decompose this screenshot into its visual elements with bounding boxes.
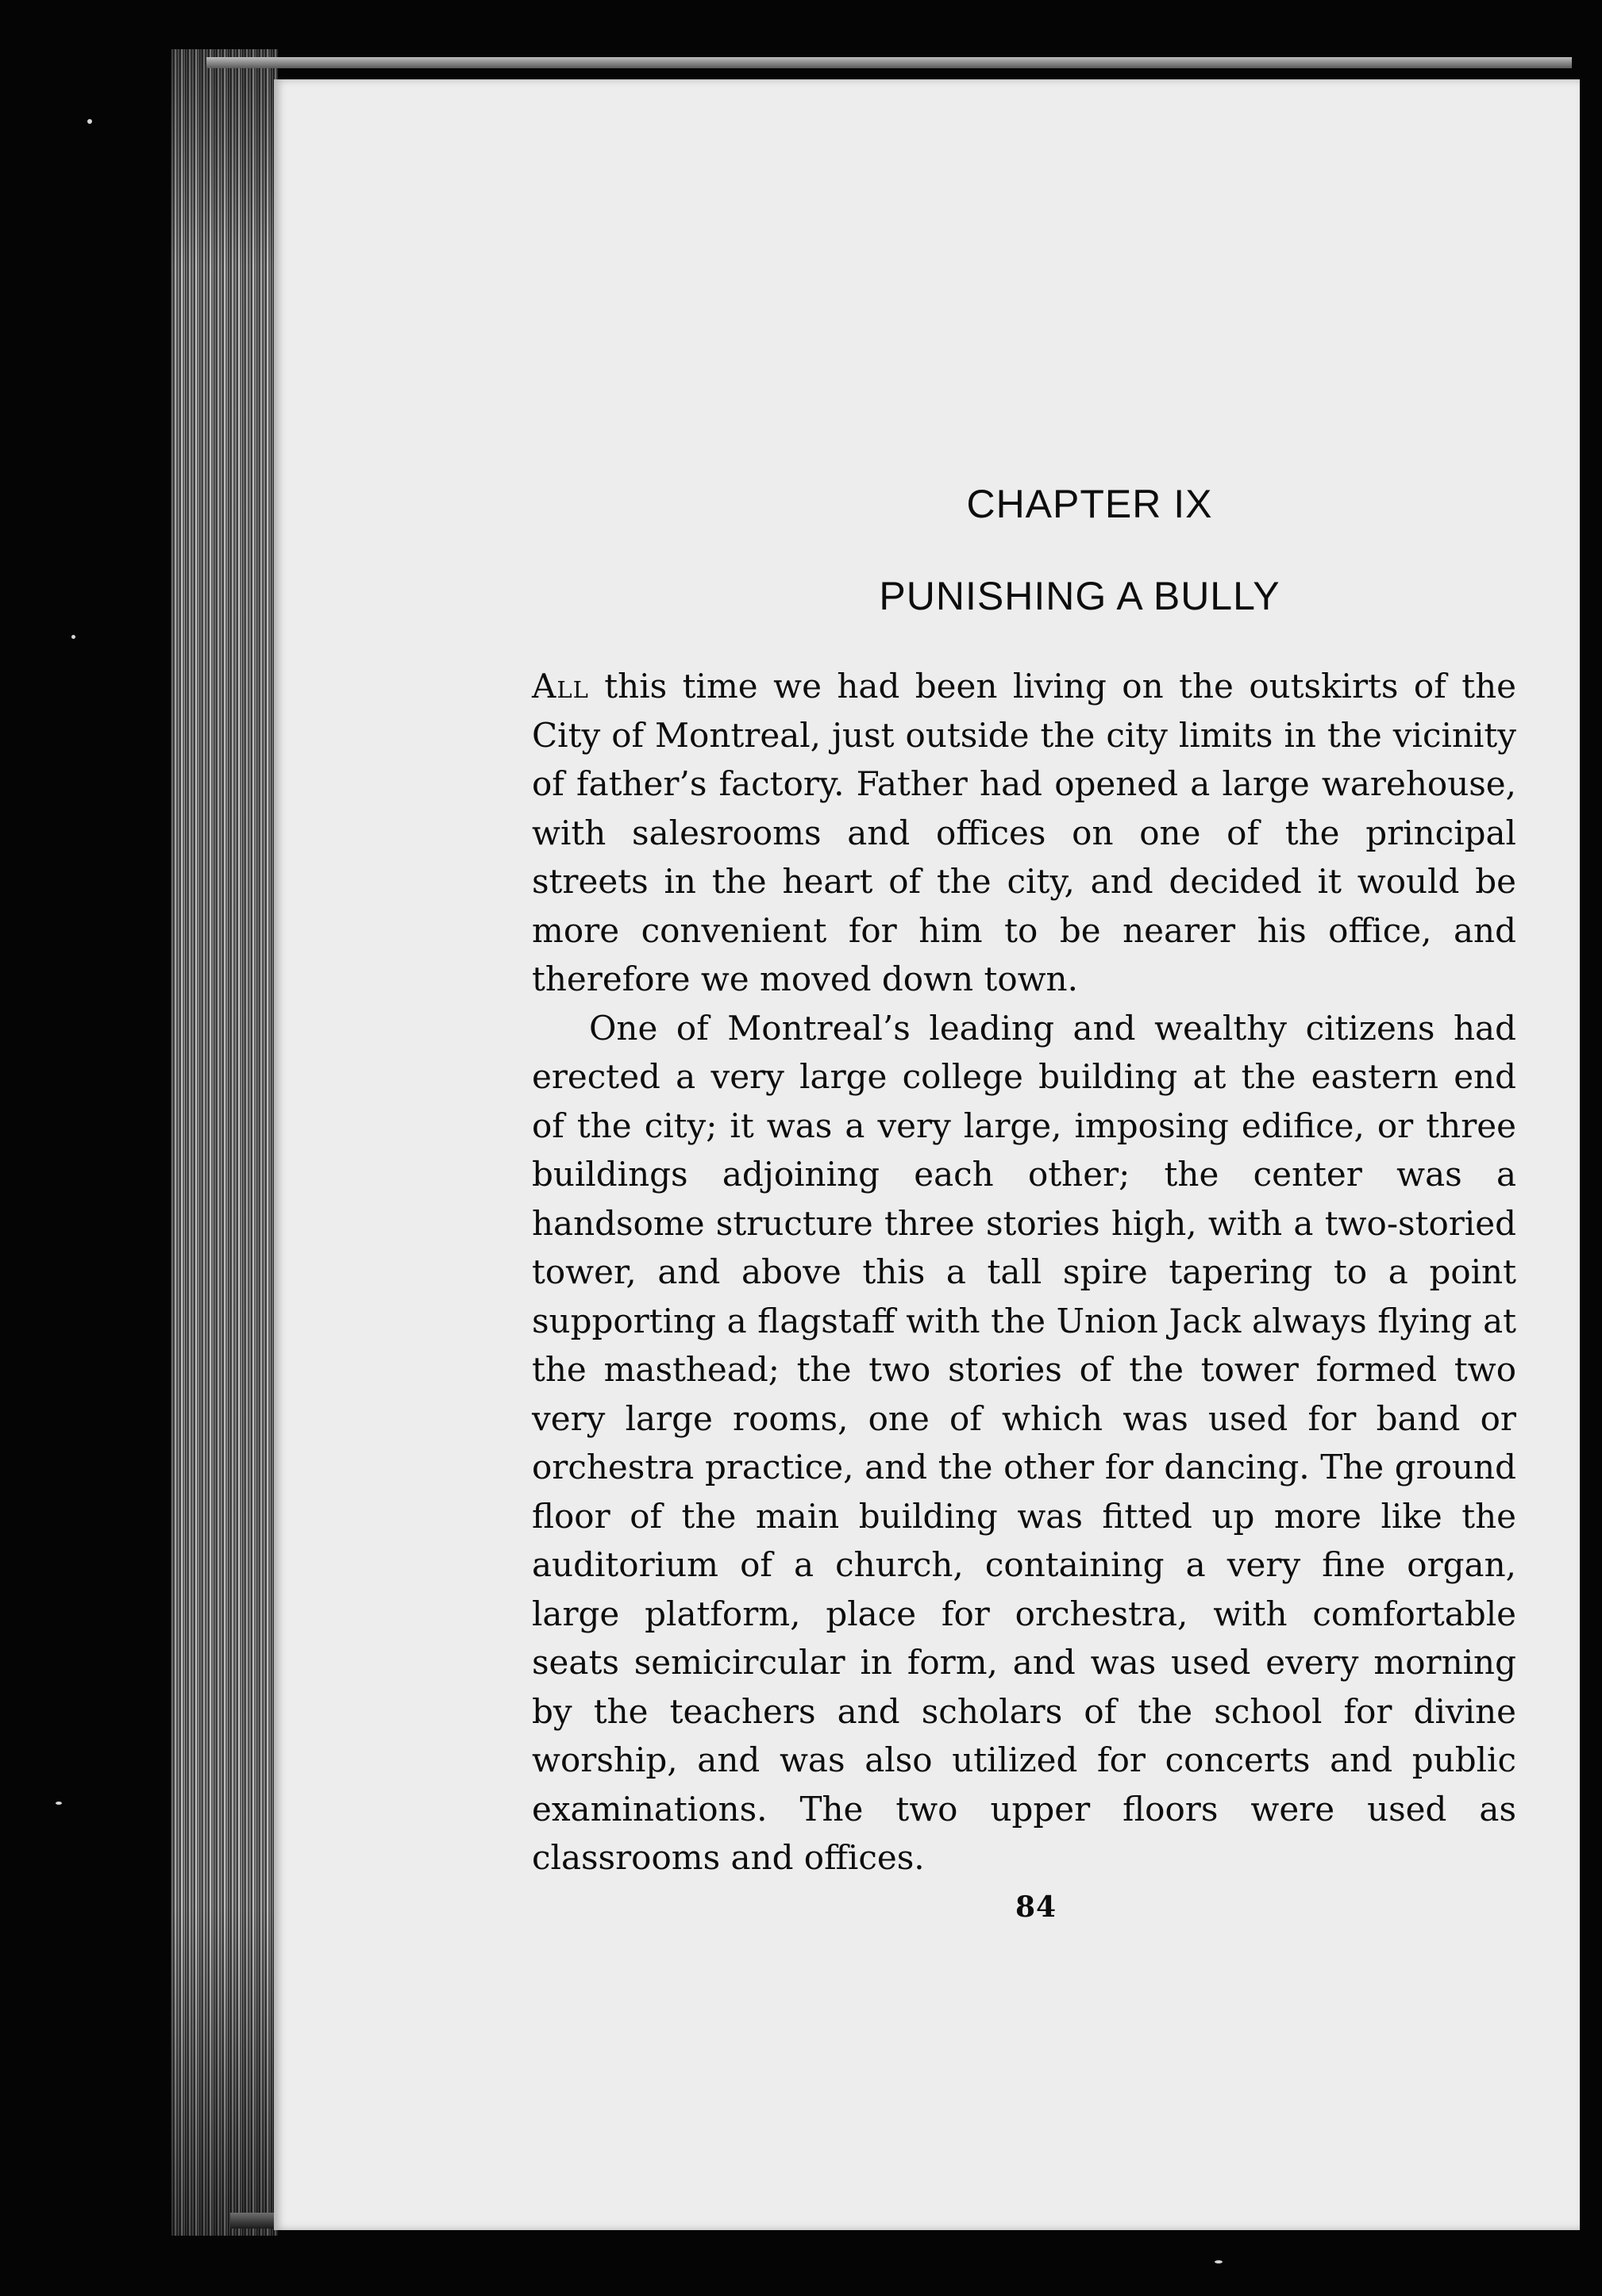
paragraph-text: One of Montreal’s leading and wealthy citizens had erected a very large college building at the eastern end of the city; it was a very large, imposing edifice, or three buildings adjoining each other; the center was a handsome structure three stories high, with a two-storied tower, and above this a tall spire tapering to a point supporting a flagstaff with the Union Jack always flying at the masthead; the two stories of the tower formed two very large rooms, one of which was used for band or orchestra practice, and the other for dancing. The ground floor of the main building was fitted up more like the auditorium of a church, containing a very fine organ, large platform, place for orchestra, with comfortable seats semicircular in form, and was used every morning by the teachers and scholars of the school for divine worship, and was also utilized for concerts and public examinations. The two upper floors were used as classrooms and offices. bbox=[532, 1008, 1516, 1877]
paragraph-1 bbox=[532, 662, 1516, 1004]
paragraph-lead-word: All bbox=[532, 667, 589, 706]
page-edge-stack bbox=[171, 49, 278, 2236]
chapter-number: CHAPTER IX bbox=[966, 482, 1213, 526]
dust-speck bbox=[71, 635, 75, 639]
dust-speck bbox=[1215, 2260, 1223, 2263]
dust-speck bbox=[87, 119, 92, 124]
page-content bbox=[532, 484, 1516, 1924]
paragraph-text: this time we had been living on the outskirts of the City of Montreal, just outside the city limits in the vicinity of father’s factory. Father had opened a large warehouse, with salesrooms and offices on one of the principal streets in the heart of the city, and decided it would be more convenient for him to be nearer his office, and therefore we moved down town. bbox=[532, 667, 1516, 998]
dust-speck bbox=[56, 1802, 62, 1805]
book-page bbox=[274, 79, 1580, 2230]
paragraph-2 bbox=[532, 1004, 1516, 1883]
chapter-title: PUNISHING A BULLY bbox=[879, 574, 1280, 618]
page-number: 84 bbox=[1015, 1890, 1057, 1924]
top-page-edge bbox=[206, 57, 1572, 68]
